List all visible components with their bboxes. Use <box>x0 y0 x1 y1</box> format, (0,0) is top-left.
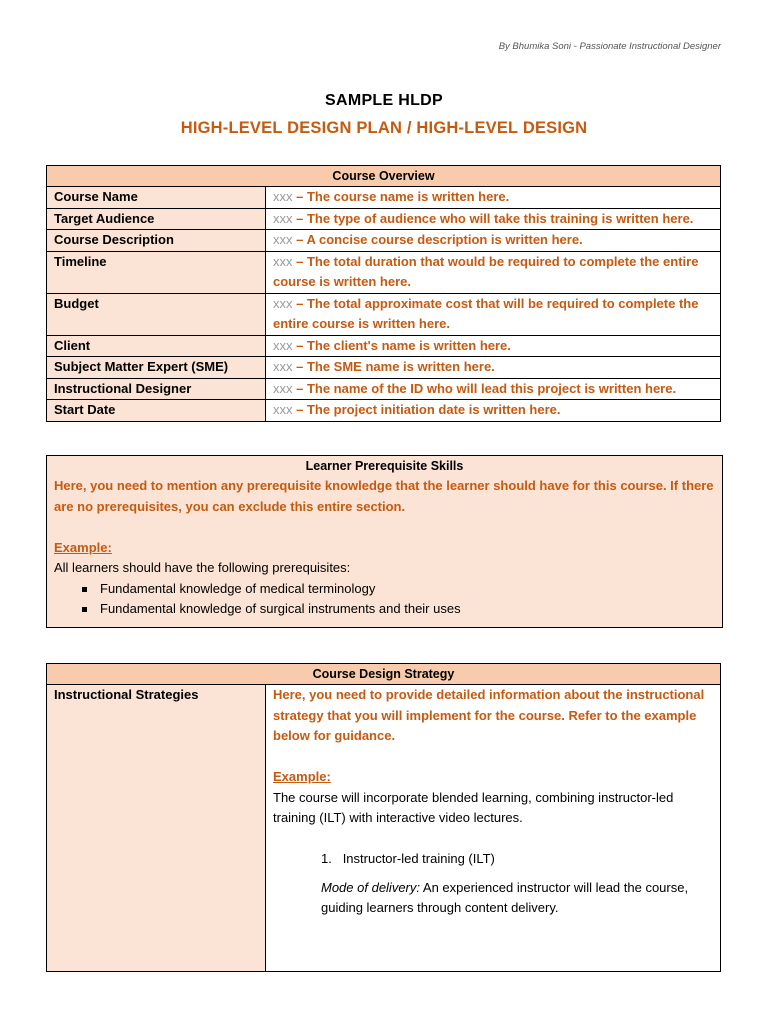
table-row <box>47 378 721 400</box>
row-label: Client <box>47 335 266 357</box>
table-row <box>47 187 721 209</box>
prerequisite-intro: All learners should have the following prerequisites: <box>54 560 351 575</box>
mode-label: Mode of delivery: <box>321 879 420 895</box>
placeholder-text: xxx <box>273 295 293 311</box>
table-row <box>47 335 721 357</box>
list-number: 1. <box>321 851 332 866</box>
course-design-strategy-table <box>46 663 721 972</box>
course-overview-table <box>46 165 721 422</box>
placeholder-text: xxx <box>273 232 293 247</box>
list-item: Fundamental knowledge of surgical instruments and their uses <box>82 599 715 620</box>
row-value <box>266 400 721 422</box>
row-label: Subject Matter Expert (SME) <box>47 357 266 379</box>
strategy-content <box>266 685 721 972</box>
prerequisite-list <box>54 579 715 620</box>
mode-of-delivery <box>273 878 713 919</box>
row-value-text: – The client's name is written here. <box>292 337 511 353</box>
row-value <box>266 335 721 357</box>
row-label: Instructional Designer <box>47 378 266 400</box>
placeholder-text: xxx <box>273 359 293 374</box>
row-value <box>266 293 721 335</box>
placeholder-text: xxx <box>273 210 293 226</box>
strategy-body: The course will incorporate blended learning, combining instructor-led training (ILT) with interactive video lectures. <box>273 789 674 825</box>
row-value-text: – The total approximate cost that will be required to complete the entire course is written here. <box>273 295 699 331</box>
row-value <box>266 187 721 209</box>
table-row <box>47 685 721 972</box>
row-value-text: – The SME name is written here. <box>292 359 495 374</box>
mode-text: An experienced instructor will lead the course, guiding learners through content delivery. <box>321 879 689 915</box>
strategy-instruction: Here, you need to provide detailed information about the instructional strategy that you will implement for the course. Refer to the example below for guidance. <box>273 687 705 743</box>
row-label: Course Description <box>47 230 266 252</box>
row-value-text: – The course name is written here. <box>292 189 510 204</box>
table-row <box>47 400 721 422</box>
row-label: Timeline <box>47 251 266 293</box>
row-label: Target Audience <box>47 208 266 230</box>
table-row <box>47 251 721 293</box>
row-value-text: – The type of audience who will take this training is written here. <box>292 210 694 226</box>
row-value-text: – The name of the ID who will lead this project is written here. <box>292 380 677 396</box>
row-value <box>266 378 721 400</box>
page-subtitle: HIGH-LEVEL DESIGN PLAN / HIGH-LEVEL DESIGN <box>180 119 588 137</box>
placeholder-text: xxx <box>273 189 293 204</box>
list-item: Fundamental knowledge of medical terminology <box>82 579 715 600</box>
row-label: Start Date <box>47 400 266 422</box>
row-value <box>266 208 721 230</box>
placeholder-text: xxx <box>273 253 293 269</box>
row-value-text: – The total duration that would be required to complete the entire course is written here. <box>273 253 699 289</box>
placeholder-text: xxx <box>273 380 293 396</box>
example-label: Example: <box>273 769 331 784</box>
table-row <box>47 293 721 335</box>
table-row <box>47 230 721 252</box>
row-label: Budget <box>47 293 266 335</box>
row-value <box>266 230 721 252</box>
row-label: Course Name <box>47 187 266 209</box>
page-title: SAMPLE HLDP <box>325 92 443 109</box>
placeholder-text: xxx <box>273 337 293 353</box>
table-row <box>47 357 721 379</box>
row-value-text: – The project initiation date is written here. <box>292 402 561 417</box>
prerequisite-header: Learner Prerequisite Skills <box>305 459 464 473</box>
row-value <box>266 357 721 379</box>
row-value-text: – A concise course description is written here. <box>292 232 583 247</box>
list-item-text: Instructor-led training (ILT) <box>342 851 495 866</box>
row-label: Instructional Strategies <box>47 685 266 972</box>
prerequisite-instruction: Here, you need to mention any prerequisite knowledge that the learner should have for this course. If there are no prerequisites, you can exclude this entire section. <box>54 478 714 514</box>
byline: By Bhumika Soni - Passionate Instructional Designer <box>498 41 721 52</box>
prerequisite-skills-box <box>46 455 723 628</box>
table-row <box>47 208 721 230</box>
example-label: Example: <box>54 539 112 555</box>
placeholder-text: xxx <box>273 402 293 417</box>
strategy-header: Course Design Strategy <box>47 664 721 685</box>
row-value <box>266 251 721 293</box>
course-overview-header: Course Overview <box>47 166 721 187</box>
numbered-item <box>273 849 713 870</box>
